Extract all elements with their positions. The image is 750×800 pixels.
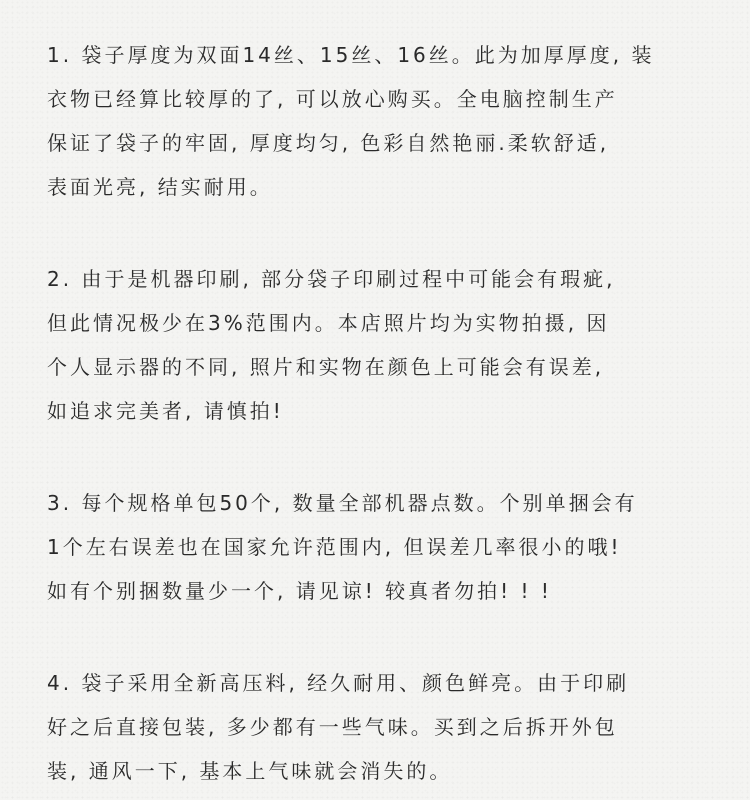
notice-line: 如追求完美者, 请慎拍! [47, 399, 284, 423]
notice-line: 表面光亮, 结实耐用。 [47, 175, 273, 199]
notice-line: 2. 由于是机器印刷, 部分袋子印刷过程中可能会有瑕疵, [47, 267, 616, 291]
notice-line: 好之后直接包装, 多少都有一些气味。买到之后拆开外包 [47, 715, 618, 739]
notice-line: 但此情况极少在3%范围内。本店照片均为实物拍摄, 因 [47, 311, 610, 335]
notice-line: 3. 每个规格单包50个, 数量全部机器点数。个别单捆会有 [47, 491, 638, 515]
notice-line: 保证了袋子的牢固, 厚度均匀, 色彩自然艳丽.柔软舒适, [47, 131, 610, 155]
notice-line: 1个左右误差也在国家允许范围内, 但误差几率很小的哦! [47, 535, 622, 559]
notice-2 [47, 257, 710, 433]
notice-1 [47, 33, 710, 209]
notice-line: 个人显示器的不同, 照片和实物在颜色上可能会有误差, [47, 355, 605, 379]
notice-3 [47, 481, 710, 613]
notice-line: 4. 袋子采用全新高压料, 经久耐用、颜色鲜亮。由于印刷 [47, 671, 630, 695]
notice-line: 衣物已经算比较厚的了, 可以放心购买。全电脑控制生产 [47, 87, 618, 111]
notice-4 [47, 661, 710, 793]
notice-line: 1. 袋子厚度为双面14丝、15丝、16丝。此为加厚厚度, 装 [47, 43, 655, 67]
notice-line: 如有个别捆数量少一个, 请见谅! 较真者勿拍! ! ! [47, 579, 552, 603]
notice-line: 装, 通风一下, 基本上气味就会消失的。 [47, 759, 453, 783]
